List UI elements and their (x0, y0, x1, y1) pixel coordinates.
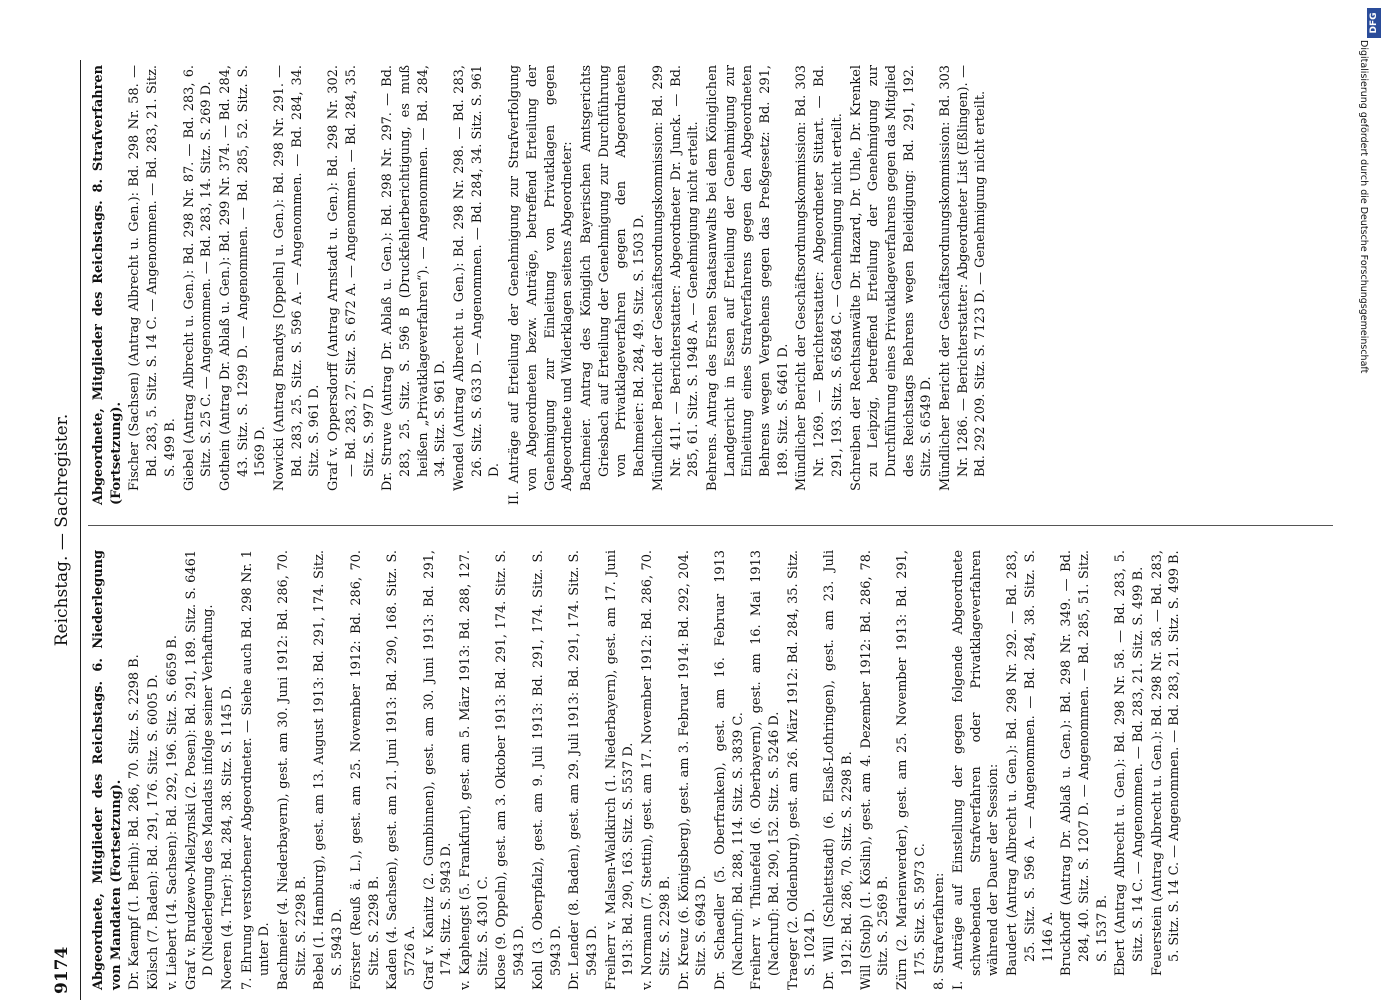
dfg-note-text: Digitalisierung gefördert durch die Deutsche Forschungsgemeinschaft (1358, 40, 1369, 374)
register-entry: 7. Ehrung verstorbener Abgeordneter. — Siehe auch Bd. 298 Nr. 1 unter D. (239, 550, 273, 990)
register-entry: Baudert (Antrag Albrecht u. Gen.): Bd. 298 Nr. 292. — Bd. 283, 25. Sitz. S. 596 A. — Angenommen. — Bd. 284, 38. Sitz. S. 1146 A. (1005, 550, 1056, 976)
register-entry: Graf v. Brudzewo-Mielzynski (2. Posen): Bd. 291, 189. Sitz. S. 6461 D (Niederlegung des Mandats infolge seiner Verhaftung. (183, 550, 217, 990)
register-entry: Mündlicher Bericht der Geschäftsordnungskommission: Bd. 303 Nr. 1269. — Berichterstatter: Abgeordneter Sittart. — Bd. 291, 193. Sitz. S. 6584 C. — Genehmigung nicht erteilt. (794, 65, 845, 491)
register-entry: Dr. Struve (Antrag Dr. Ablaß u. Gen.): Bd. 298 Nr. 297. — Bd. 283, 25. Sitz. S. 596 B (Druckfehlerberichtigung, es muß heißen „Privatklageverfahren“). — Angenommen. — Bd. 284, 34. Sitz. S. 961 D. (380, 65, 449, 491)
register-entry: Kölsch (7. Baden): Bd. 291, 176. Sitz. S. 6005 D. (146, 674, 162, 990)
left-column (90, 550, 1185, 990)
section-heading: Abgeordnete, Mitglieder des Reichstags. 6. Niederlegung von Mandaten (Fortsetzung). (91, 550, 124, 990)
register-entry: Nowicki (Antrag Brandys [Oppeln] u. Gen.): Bd. 298 Nr. 291. — Bd. 283, 25. Sitz. S. 596 A. — Angenommen. — Bd. 284, 34. Sitz. S. 961 D. (272, 65, 323, 491)
register-entry: Gothein (Antrag Dr. Ablaß u. Gen.): Bd. 299 Nr. 374. — Bd. 284, 43. Sitz. S. 1299 D. — Angenommen. — Bd. 285, 52. Sitz. S. 1569 D. (217, 65, 269, 491)
register-entry: Noeren (4. Trier): Bd. 284, 38. Sitz. S. 1145 D. (219, 685, 235, 990)
register-entry: Wendel (Antrag Albrecht u. Gen.): Bd. 298 Nr. 298. — Bd. 283, 26. Sitz. S. 633 D. — Angenommen. — Bd. 284, 34. Sitz. S. 961 D. (452, 65, 503, 491)
register-entry: Ebert (Antrag Albrecht u. Gen.): Bd. 298 Nr. 58. — Bd. 283, 5. Sitz. S. 14 C. — Angenommen. — Bd. 283, 21. Sitz. S. 499 B. (1113, 550, 1147, 976)
register-entry: Giebel (Antrag Albrecht u. Gen.): Bd. 298 Nr. 87. — Bd. 283, 6. Sitz. S. 25 C. — Angenommen. — Bd. 283, 14. Sitz. S. 269 D. (181, 65, 215, 491)
register-entry: 8. Strafverfahren: (932, 872, 948, 990)
register-entry: Bebel (1. Hamburg), gest. am 13. August 1913: Bd. 291, 174. Sitz. S. 5943 D. (312, 550, 346, 990)
register-entry: Bachmeier (4. Niederbayern), gest. am 30. Juni 1912: Bd. 286, 70. Sitz. S. 2298 B. (276, 550, 309, 990)
register-entry: Fischer (Sachsen) (Antrag Albrecht u. Gen.): Bd. 298 Nr. 58. — Bd. 283, 5. Sitz. S. 14 C. — Angenommen. — Bd. 283, 21. Sitz. S. 499 B. (127, 65, 178, 491)
register-entry: v. Normann (7. Stettin), gest. am 17. November 1912: Bd. 286, 70. Sitz. S. 2298 B. (640, 550, 673, 990)
register-entry: Dr. Will (Schlettstadt) (6. Elsaß-Lothringen), gest. am 23. Juli 1912: Bd. 286, 70. Sitz. S. 2298 B. (822, 550, 855, 990)
header-rule (80, 60, 81, 1000)
register-entry: Graf v. Oppersdorff (Antrag Arnstadt u. Gen.): Bd. 298 Nr. 302. — Bd. 283, 27. Sitz. S. 672 A. — Angenommen. — Bd. 284, 35. Sitz. S. 997 D. (326, 65, 377, 491)
register-entry: Bachmeier. Antrag des Königlich Bayerischen Amtsgerichts Griesbach auf Erteilung der Genehmigung zur Durchführung von Privatklageverfahren gegen den Abgeordneten Bachmeier: Bd. 284, 49. Sitz. S. 1503 D. (578, 65, 648, 491)
register-entry: Dr. Schaedler (5. Oberfranken), gest. am 16. Februar 1913 (Nachruf): Bd. 288, 114. Sitz. S. 3839 C. (712, 550, 746, 990)
right-column (90, 65, 991, 505)
page-number: 9174 (52, 946, 72, 994)
register-entry: Freiherr v. Thünefeld (6. Oberbayern), gest. am 16. Mai 1913 (Nachruf): Bd. 290, 152. Sitz. S. 5246 D. (749, 550, 783, 990)
register-entry: Feuerstein (Antrag Albrecht u. Gen.): Bd. 298 Nr. 58. — Bd. 283, 5. Sitz. S. 14 C. — Angenommen. — Bd. 283, 21. Sitz. S. 499 B. (1149, 550, 1183, 976)
dfg-logo-text: DFG (1369, 12, 1379, 34)
register-entry: Dr. Kaempf (1. Berlin): Bd. 286, 70. Sitz. S. 2298 B. (127, 654, 143, 990)
register-entry: Bruckhoff (Antrag Dr. Ablaß u. Gen.): Bd. 298 Nr. 349. — Bd. 284, 40. Sitz. S. 1207 D. — Angenommen. — Bd. 285, 51. Sitz. S. 1537 B. (1059, 550, 1110, 976)
register-entry: II. Anträge auf Erteilung der Genehmigung zur Strafverfolgung von Abgeordneten bezw. Anträge, betreffend Erteilung der Genehmigung zur Einleitung von Privatklagen gegen Abgeordnete und Widerklagen seitens Abgeordneter: (507, 65, 576, 505)
register-entry: Graf v. Kanitz (2. Gumbinnen), gest. am 30. Juni 1913: Bd. 291, 174. Sitz. S. 5943 D. (421, 550, 455, 990)
register-entry: Dr. Lender (8. Baden), gest. am 29. Juli 1913: Bd. 291, 174. Sitz. S. 5943 D. (567, 550, 600, 990)
register-entry: Behrens. Antrag des Ersten Staatsanwalts bei dem Königlichen Landgericht in Essen auf Erteilung der Genehmigung zur Einleitung eines Strafverfahrens gegen den Abgeordneten Behrens wegen Vergehens gegen das Preßgesetz: Bd. 291, 189. Sitz. S. 6461 D. (704, 65, 791, 491)
register-entry: Freiherr v. Malsen-Waldkirch (1. Niederbayern), gest. am 17. Juni 1913: Bd. 290, 163. Sitz. S. 5537 D. (603, 550, 637, 990)
register-entry: Schreiben der Rechtsanwälte Dr. Hazard, Dr. Uhle, Dr. Krenkel zu Leipzig, betreffend Erteilung der Genehmigung zur Durchführung eines Privatklageverfahrens gegen das Mitglied des Reichstags Behrens wegen Beleidigung: Bd. 291, 192. Sitz. S. 6549 D. (848, 65, 935, 491)
register-entry: I. Anträge auf Einstellung der gegen folgende Abgeordnete schwebenden Strafverfahren oder Privatklageverfahren während der Dauer der Session: (951, 550, 1002, 990)
register-entry: v. Liebert (14. Sachsen): Bd. 292, 196. Sitz. S. 6659 B. (164, 635, 180, 990)
register-entry: Will (Stolp) (1. Köslin), gest. am 4. Dezember 1912: Bd. 286, 78. Sitz. S. 2569 B. (858, 550, 892, 990)
section-heading: Abgeordnete, Mitglieder des Reichstags. 8. Strafverfahren (Fortsetzung). (91, 65, 124, 505)
running-title: Reichstag. — Sachregister. (52, 413, 72, 647)
register-entry: v. Kaphengst (5. Frankfurt), gest. am 5. März 1913: Bd. 288, 127. Sitz. S. 4301 C. (458, 550, 491, 990)
register-entry: Dr. Kreuz (6. Königsberg), gest. am 3. Februar 1914: Bd. 292, 204. Sitz. S. 6943 D. (676, 550, 710, 990)
dfg-margin-note (1355, 0, 1383, 1000)
register-entry: Kohl (3. Oberpfalz), gest. am 9. Juli 1913: Bd. 291, 174. Sitz. S. 5943 D. (530, 550, 564, 990)
register-entry: Kaden (4. Sachsen), gest. am 21. Juni 1913: Bd. 290, 168. Sitz. S. 5726 A. (385, 550, 418, 990)
column-divider (88, 525, 1333, 526)
register-entry: Traeger (2. Oldenburg), gest. am 26. März 1912: Bd. 284, 35. Sitz. S. 1024 D. (785, 550, 819, 990)
page-header (50, 60, 82, 1000)
document-page (50, 60, 1340, 1000)
register-entry: Mündlicher Bericht der Geschäftsordnungskommission: Bd. 299 Nr. 411. — Berichterstatter: Abgeordneter Dr. Junck. — Bd. 285, 61. Sitz. S. 1948 A. — Genehmigung nicht erteilt. (650, 65, 702, 491)
register-entry: Zürn (2. Marienwerder), gest. am 25. November 1913: Bd. 291, 175. Sitz. S. 5973 C. (894, 550, 928, 990)
register-entry: Klose (9. Oppeln), gest. am 3. Oktober 1913: Bd. 291, 174. Sitz. S. 5943 D. (494, 550, 528, 990)
dfg-logo (1367, 8, 1381, 38)
register-entry: Mündlicher Bericht der Geschäftsordnungskommission: Bd. 303 Nr. 1286. — Berichterstatter: Abgeordneter List (Eßlingen). — Bd. 292 209. Sitz. S. 7123 D. — Genehmigung nicht erteilt. (938, 65, 989, 491)
register-entry: Förster (Reuß ä. L.), gest. am 25. November 1912: Bd. 286, 70. Sitz. S. 2298 B. (348, 550, 382, 990)
